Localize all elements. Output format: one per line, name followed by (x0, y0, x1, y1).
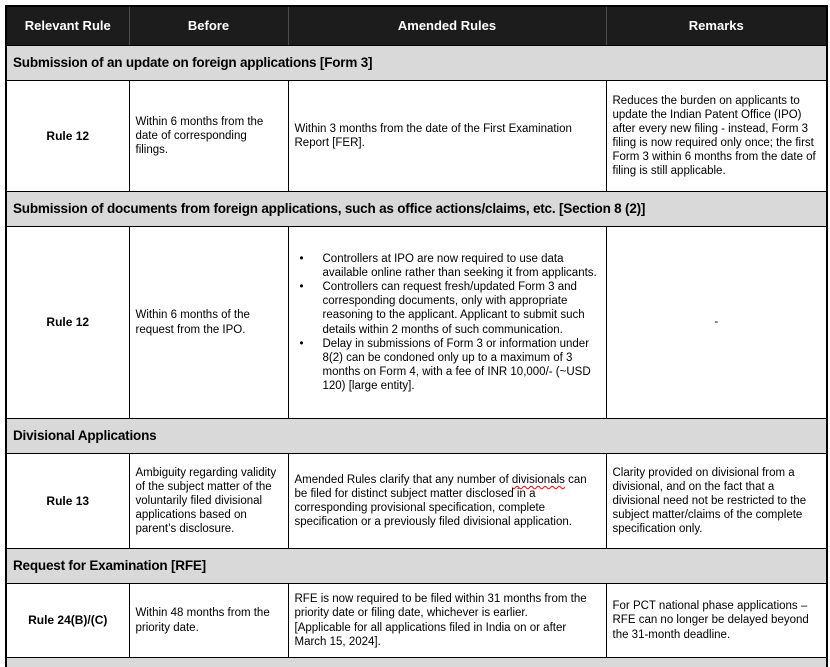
section-header-rfe (6, 549, 827, 584)
cell-amended (288, 454, 606, 549)
section-title-empty (6, 658, 827, 667)
column-header-relevant-rule: Relevant Rule (6, 6, 129, 46)
table-row (6, 227, 827, 419)
section-title: Submission of documents from foreign applications, such as office actions/claims, etc. [Section 8 (2)] (6, 192, 827, 227)
amended-text-line: RFE is now required to be filed within 31 months from the priority date or filing date, whichever is earlier. (294, 593, 587, 620)
bullet-item: • Controllers at IPO are now required to use data available online rather than seeking it from applicants. (295, 252, 598, 280)
cell-before: Within 48 months from the priority date. (129, 584, 288, 658)
cell-amended (288, 584, 606, 658)
cell-rule: Rule 24(B)/(C) (6, 584, 129, 658)
cell-remarks: - (606, 227, 827, 419)
cell-before: Within 6 months from the date of corresponding filings. (129, 81, 288, 192)
cell-rule: Rule 13 (6, 454, 129, 549)
cell-rule: Rule 12 (6, 227, 129, 419)
cell-before: Ambiguity regarding validity of the subject matter of the voluntarily filed divisional applications based on parent’s disclosure. (129, 454, 288, 549)
patent-rules-amendment-table (5, 5, 828, 667)
cell-before: Within 6 months of the request from the IPO. (129, 227, 288, 419)
column-header-amended-rules: Amended Rules (288, 6, 606, 46)
column-header-before: Before (129, 6, 288, 46)
amended-text-part: Amended Rules clarify that any number of (294, 473, 512, 486)
amended-text-part: can be filed for distinct subject matter disclosed in a corresponding provisional specification, complete specification or a previously filed divisional application. (294, 473, 587, 529)
cell-remarks: Reduces the burden on applicants to update the Indian Patent Office (IPO) after every new filing - instead, Form 3 filing is now required only once; the first Form 3 within 6 months from the date of filing is still applicable. (606, 81, 827, 192)
table-row (6, 584, 827, 658)
cell-amended: Within 3 months from the date of the First Examination Report [FER]. (288, 81, 606, 192)
section-header-section-8-2 (6, 192, 827, 227)
cell-remarks: For PCT national phase applications – RFE can no longer be delayed beyond the 31-month deadline. (606, 584, 827, 658)
spellcheck-flagged-word: divisionals (511, 473, 565, 486)
cell-remarks: Clarity provided on divisional from a divisional, and on the fact that a divisional need not be restricted to the subject matter/claims of the complete specification only. (606, 454, 827, 549)
cell-amended (288, 227, 606, 419)
column-header-remarks: Remarks (606, 6, 827, 46)
section-title: Request for Examination [RFE] (6, 549, 827, 584)
bullet-item: • Controllers can request fresh/updated Form 3 and corresponding documents, only with appropriate reasoning to the applicant. Applicant to submit such details within 2 months of such communication. (295, 280, 598, 336)
section-title: Submission of an update on foreign applications [Form 3] (6, 46, 827, 81)
cell-rule: Rule 12 (6, 81, 129, 192)
table-row (6, 81, 827, 192)
section-header-divisional-applications (6, 419, 827, 454)
amended-text-line: [Applicable for all applications filed in India on or after March 15, 2024]. (294, 621, 567, 648)
section-header-cutoff (6, 658, 827, 667)
table-row (6, 454, 827, 549)
amended-bullet-list (295, 252, 600, 392)
table-header-row (6, 6, 827, 46)
bullet-item: • Delay in submissions of Form 3 or information under 8(2) can be condoned only up to a maximum of 3 months on Form 4, with a fee of INR 10,000/- (~USD 120) [large entity]. (295, 337, 598, 393)
section-header-form3 (6, 46, 827, 81)
section-title: Divisional Applications (6, 419, 827, 454)
